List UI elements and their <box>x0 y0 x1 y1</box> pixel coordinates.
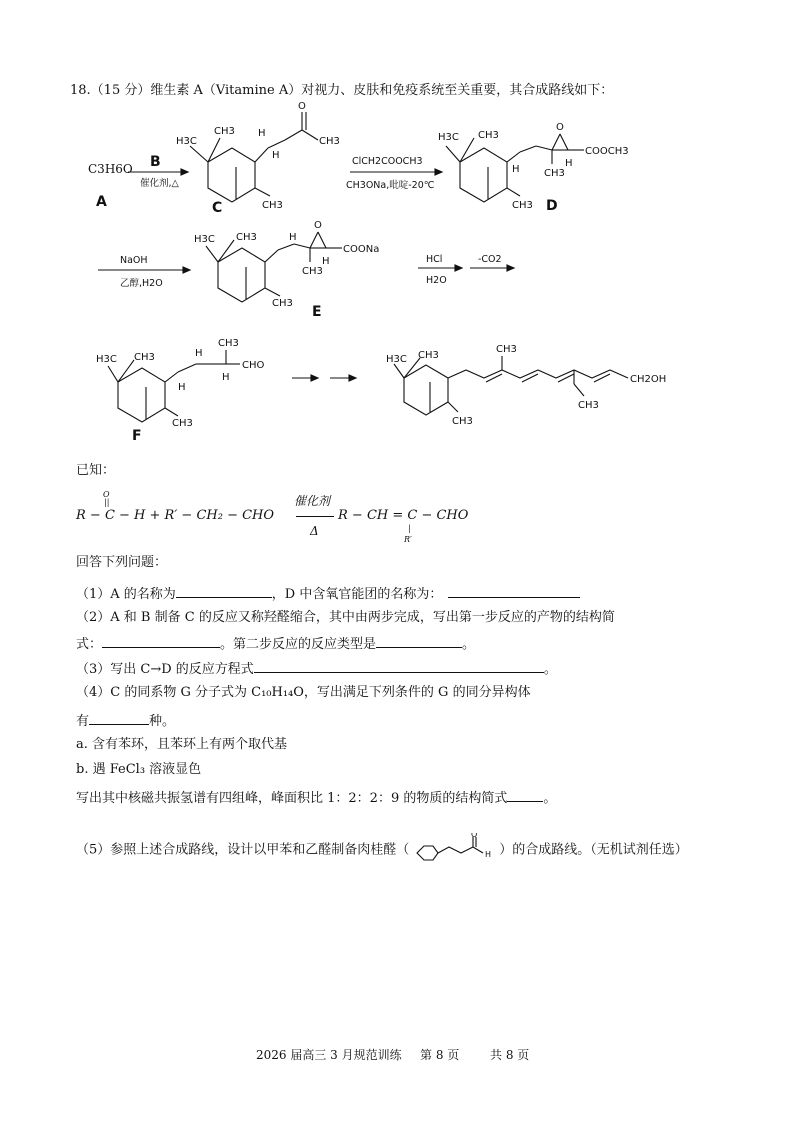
svg-text:CH3: CH3 <box>512 200 533 211</box>
q3-blank-equation[interactable] <box>254 658 544 673</box>
svg-text:COOCH3: COOCH3 <box>585 146 629 157</box>
q5-line <box>76 833 688 867</box>
q2-blank-type[interactable] <box>376 633 462 648</box>
svg-text:O: O <box>298 101 306 112</box>
svg-text:H: H <box>512 164 520 175</box>
arrow-head-c-d <box>435 169 442 175</box>
svg-text:O: O <box>556 122 564 133</box>
equation-catalyst: 催化剂 <box>294 494 331 508</box>
svg-text:CH3: CH3 <box>319 136 340 147</box>
q1-blank-a[interactable] <box>176 583 272 598</box>
question-title: 18.（15 分）维生素 A（Vitamine A）对视力、皮肤和免疫系统至关重要，其合成路线如下： <box>70 83 614 98</box>
cond-step4: H2O <box>426 275 447 286</box>
cond-step1: 催化剂,△ <box>140 178 179 189</box>
r-prime-label: R′ <box>404 535 412 544</box>
svg-text:CHO: CHO <box>242 360 265 371</box>
svg-text:CH3: CH3 <box>302 266 323 277</box>
answer-intro: 回答下列问题： <box>76 555 168 570</box>
q2-blank-structure[interactable] <box>102 633 220 648</box>
q2-line1: （2）A 和 B 制备 C 的反应又称羟醛缩合，其中由两步完成，写出第一步反应的产物的结构简 <box>76 610 615 625</box>
svg-text:H: H <box>222 372 230 383</box>
arrow-head-d-e <box>183 267 190 273</box>
structure-d <box>438 122 629 211</box>
q2-part2: 。第二步反应的反应类型是 <box>220 637 377 652</box>
svg-text:CH3: CH3 <box>578 400 599 411</box>
q2-line2 <box>76 633 475 654</box>
reagent-step2: ClCH2COOCH3 <box>352 156 423 167</box>
footer-text: 2026 届高三 3 月规范训练 <box>256 1048 402 1062</box>
structure-f <box>96 338 265 429</box>
svg-text:H: H <box>289 232 297 243</box>
svg-text:H: H <box>272 150 280 161</box>
svg-text:CH3: CH3 <box>172 418 193 429</box>
svg-text:CH3: CH3 <box>544 168 565 179</box>
svg-text:H: H <box>565 158 573 169</box>
q4-cond-a: a. 含有苯环，且苯环上有两个取代基 <box>76 737 288 752</box>
equation-right: R − CH = C − CHO <box>338 508 469 523</box>
q4-line3-part2: 。 <box>543 791 557 806</box>
svg-text:CH3: CH3 <box>452 416 473 427</box>
label-a: A <box>96 194 107 210</box>
svg-text:H: H <box>195 348 203 359</box>
q4-part1: 有 <box>76 714 90 729</box>
q1-part2: ，D 中含氧官能团的名称为： <box>271 587 443 602</box>
q1-part1: （1）A 的名称为 <box>76 587 176 602</box>
label-c: C <box>212 200 223 216</box>
cinnamaldehyde-o: O <box>471 833 478 839</box>
arrow-head-decarboxylation <box>507 265 514 271</box>
svg-text:O: O <box>314 220 322 231</box>
svg-text:H3C: H3C <box>96 354 117 365</box>
svg-text:H3C: H3C <box>386 354 407 365</box>
structure-e <box>194 220 379 309</box>
footer-page: 第 8 页 <box>420 1048 460 1062</box>
structure-c <box>176 101 340 211</box>
q2-part1: 式： <box>76 637 103 652</box>
q4-line3 <box>76 787 556 808</box>
svg-text:H3C: H3C <box>438 132 459 143</box>
q1-blank-d[interactable] <box>448 583 580 598</box>
svg-text:CH3: CH3 <box>236 232 257 243</box>
svg-text:CH3: CH3 <box>262 200 283 211</box>
carbonyl-o-label: O <box>103 490 110 499</box>
q5-part1: （5）参照上述合成路线，设计以甲苯和乙醛制备肉桂醛（ <box>76 842 410 858</box>
svg-text:CH3: CH3 <box>218 338 239 349</box>
q4-cond-b: b. 遇 FeCl₃ 溶液显色 <box>76 762 202 777</box>
svg-text:CH3: CH3 <box>214 126 235 137</box>
reagent-step4: HCl <box>426 254 443 265</box>
arrow-head-a-c <box>181 169 188 175</box>
label-f: F <box>132 428 142 444</box>
q4-blank-count[interactable] <box>89 710 149 725</box>
svg-text:CH3: CH3 <box>272 298 293 309</box>
svg-text:CH2OH: CH2OH <box>630 374 667 385</box>
structure-vitamin-a <box>386 344 666 427</box>
label-e: E <box>312 304 322 320</box>
q4-blank-structure[interactable] <box>507 787 543 802</box>
known-label: 已知： <box>76 463 116 478</box>
footer-total: 共 8 页 <box>490 1048 530 1062</box>
cinnamaldehyde-structure <box>411 833 497 867</box>
label-d: D <box>546 198 558 214</box>
reagent-step3: NaOH <box>120 255 148 266</box>
svg-text:CH3: CH3 <box>418 350 439 361</box>
arrow-head-f-1 <box>311 375 318 381</box>
cinnamaldehyde-h: H <box>485 850 492 859</box>
equation-delta: Δ <box>310 524 319 538</box>
q4-part2: 种。 <box>149 714 176 729</box>
equation-left: R − C − H + R′ − CH₂ − CHO <box>76 508 275 523</box>
arrow-head-f-2 <box>349 375 356 381</box>
cond-step5: -CO2 <box>478 254 502 265</box>
q4-line3-part1: 写出其中核磁共振氢谱有四组峰，峰面积比 1：2：2：9 的物质的结构简式 <box>76 791 508 806</box>
known-equation: O || R − C − H + R′ − CH₂ − CHO 催化剂 Δ R − CH = C − CHO | R′ <box>76 490 469 544</box>
compound-a-formula: C3H6O <box>88 162 133 176</box>
svg-text:CH3: CH3 <box>134 352 155 363</box>
svg-text:CH3: CH3 <box>478 130 499 141</box>
svg-text:H3C: H3C <box>194 234 215 245</box>
reagent-b: B <box>150 154 161 170</box>
q3-part2: 。 <box>543 662 557 677</box>
q3-part1: （3）写出 C→D 的反应方程式 <box>76 662 254 677</box>
q2-part3: 。 <box>462 637 476 652</box>
q4-line2 <box>76 710 175 731</box>
svg-text:COONa: COONa <box>343 244 380 255</box>
q5-part2: ）的合成路线。（无机试剂任选） <box>499 842 688 858</box>
svg-text:H: H <box>178 382 186 393</box>
q3-line <box>76 658 557 679</box>
svg-text:H: H <box>322 256 330 267</box>
svg-text:CH3: CH3 <box>496 344 517 355</box>
cond-step3: 乙醇,H2O <box>120 278 163 289</box>
q1-line <box>76 583 580 604</box>
q4-line1: （4）C 的同系物 G 分子式为 C₁₀H₁₄O，写出满足下列条件的 G 的同分异构体 <box>76 685 531 700</box>
svg-text:H3C: H3C <box>176 136 197 147</box>
cond-step2: CH3ONa,吡啶-20℃ <box>346 180 435 191</box>
arrow-head-e-acid <box>455 265 462 271</box>
svg-text:H: H <box>258 128 266 139</box>
